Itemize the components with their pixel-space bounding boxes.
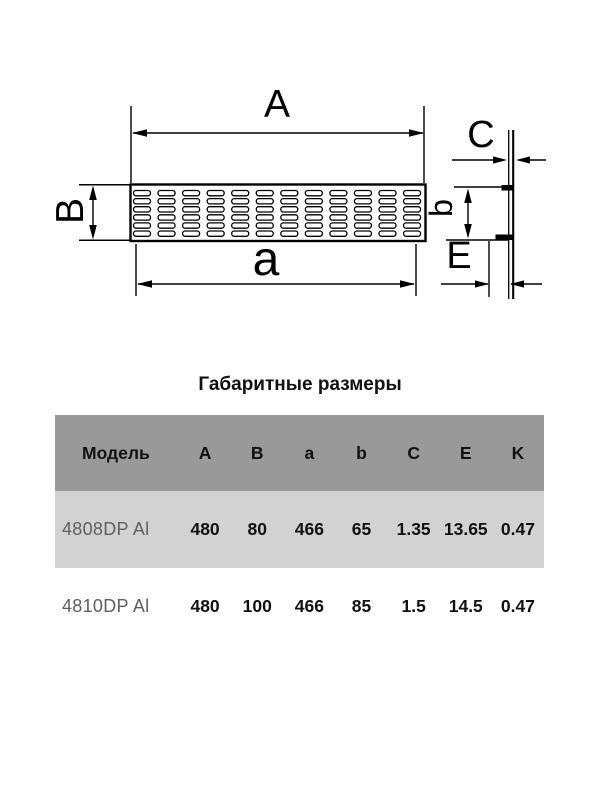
dim-B-arrow-top (89, 186, 97, 201)
table-row-4808dp (55, 491, 544, 568)
value-C: 1.5 (401, 596, 426, 616)
value-b: 85 (351, 596, 372, 616)
dim-A-arrow-left (132, 129, 147, 137)
grille-slot (232, 231, 249, 236)
grille-slot (207, 231, 224, 236)
grille-slot (232, 191, 249, 196)
grille-slot (330, 215, 347, 220)
grille-slot (305, 215, 322, 220)
grille-slot (207, 207, 224, 212)
label-dim-B: B (49, 197, 92, 225)
grille-slot (158, 199, 175, 204)
model-name: 4808DP Al (62, 519, 150, 539)
grille-slot (207, 191, 224, 196)
grille-slot (354, 199, 371, 204)
grille-slot (183, 191, 200, 196)
grille-slot (256, 207, 273, 212)
grille-slot (330, 223, 347, 228)
column-header-E: E (459, 442, 472, 463)
value-a: 466 (294, 519, 324, 539)
grille-slot (354, 223, 371, 228)
grille-slot (207, 215, 224, 220)
grille-slot (354, 207, 371, 212)
table-header-row (55, 415, 544, 491)
dim-C-arrow-right (516, 156, 530, 163)
grille-slot (379, 223, 396, 228)
column-header-B: B (250, 442, 264, 463)
grille-slot (404, 215, 421, 220)
column-header-b: b (356, 442, 367, 463)
profile-top-flange (502, 185, 514, 191)
grille-slot (379, 191, 396, 196)
grille-slot (158, 191, 175, 196)
grille-slot (134, 191, 151, 196)
profile-bottom-flange (496, 235, 514, 241)
grille-slot (158, 223, 175, 228)
grille-slot (281, 223, 298, 228)
grille-slot (134, 231, 151, 236)
grille-slot (183, 199, 200, 204)
grille-slot (256, 215, 273, 220)
grille-slot (232, 223, 249, 228)
grille-slot (404, 191, 421, 196)
grille-slot (281, 215, 298, 220)
grille-slot (134, 223, 151, 228)
grille-slot (404, 231, 421, 236)
grille-slot (330, 199, 347, 204)
label-dim-E: E (446, 235, 472, 277)
dim-C-arrow-left (493, 156, 507, 163)
column-header-K: K (511, 442, 525, 463)
grille-slot (232, 207, 249, 212)
column-header-C: C (407, 442, 420, 463)
grille-slot (158, 215, 175, 220)
grille-slot (134, 215, 151, 220)
grille-slot (305, 207, 322, 212)
column-header-model: Модель (82, 442, 150, 463)
label-dim-C: C (467, 114, 495, 156)
grille-slot (158, 207, 175, 212)
dim-E-arrow-right (510, 280, 524, 287)
grille-slot (256, 191, 273, 196)
value-B: 80 (247, 519, 267, 539)
grille-slot (330, 231, 347, 236)
grille-slot (305, 223, 322, 228)
grille-slot (404, 207, 421, 212)
grille-slot (183, 215, 200, 220)
column-header-a: a (304, 442, 315, 463)
grille-slot (232, 199, 249, 204)
dim-B-arrow-bottom (89, 225, 97, 240)
grille-slot (354, 215, 371, 220)
grille-slot (379, 199, 396, 204)
grille-slot (354, 231, 371, 236)
value-K: 0.47 (500, 596, 535, 616)
grille-slot (281, 191, 298, 196)
grille-slots (134, 191, 421, 237)
grille-slot (183, 207, 200, 212)
column-header-A: A (198, 442, 212, 463)
grille-slot (256, 223, 273, 228)
grille-slot (379, 231, 396, 236)
grille-slot (134, 199, 151, 204)
value-A: 480 (190, 519, 220, 539)
label-dim-A: A (263, 83, 291, 126)
dim-a-arrow-left (137, 280, 152, 288)
grille-slot (232, 215, 249, 220)
dim-A-arrow-right (409, 129, 424, 137)
grille-slot (305, 231, 322, 236)
table-row-4810dp (55, 568, 544, 645)
dim-a-arrow-right (400, 280, 415, 288)
grille-slot (134, 207, 151, 212)
grille-slot (330, 207, 347, 212)
grille-slot (379, 215, 396, 220)
grille-slot (305, 191, 322, 196)
grille-slot (330, 191, 347, 196)
grille-slot (158, 231, 175, 236)
value-E: 13.65 (443, 519, 488, 539)
table-title: Габаритные размеры (198, 374, 402, 395)
grille-slot (379, 207, 396, 212)
value-b: 65 (351, 519, 372, 539)
grille-slot (207, 223, 224, 228)
value-B: 100 (242, 596, 272, 616)
label-dim-b: b (423, 199, 459, 217)
dim-E-arrow-left (475, 280, 489, 287)
grille-slot (404, 199, 421, 204)
grille-slot (404, 223, 421, 228)
value-C: 1.35 (396, 519, 431, 539)
grille-slot (281, 199, 298, 204)
grille-slot (281, 231, 298, 236)
value-E: 14.5 (448, 596, 483, 616)
value-A: 480 (190, 596, 220, 616)
grille-slot (305, 199, 322, 204)
value-K: 0.47 (500, 519, 535, 539)
grille-slot (256, 199, 273, 204)
grille-slot (183, 231, 200, 236)
grille-slot (281, 207, 298, 212)
grille-slot (207, 199, 224, 204)
dimension-drawing (0, 0, 600, 340)
grille-slot (354, 191, 371, 196)
grille-slot (183, 223, 200, 228)
label-dim-a: a (252, 233, 280, 286)
model-name: 4810DP Al (62, 596, 150, 616)
value-a: 466 (294, 596, 324, 616)
dim-b-arrow-top (464, 189, 472, 204)
dimensions-table (55, 415, 544, 645)
